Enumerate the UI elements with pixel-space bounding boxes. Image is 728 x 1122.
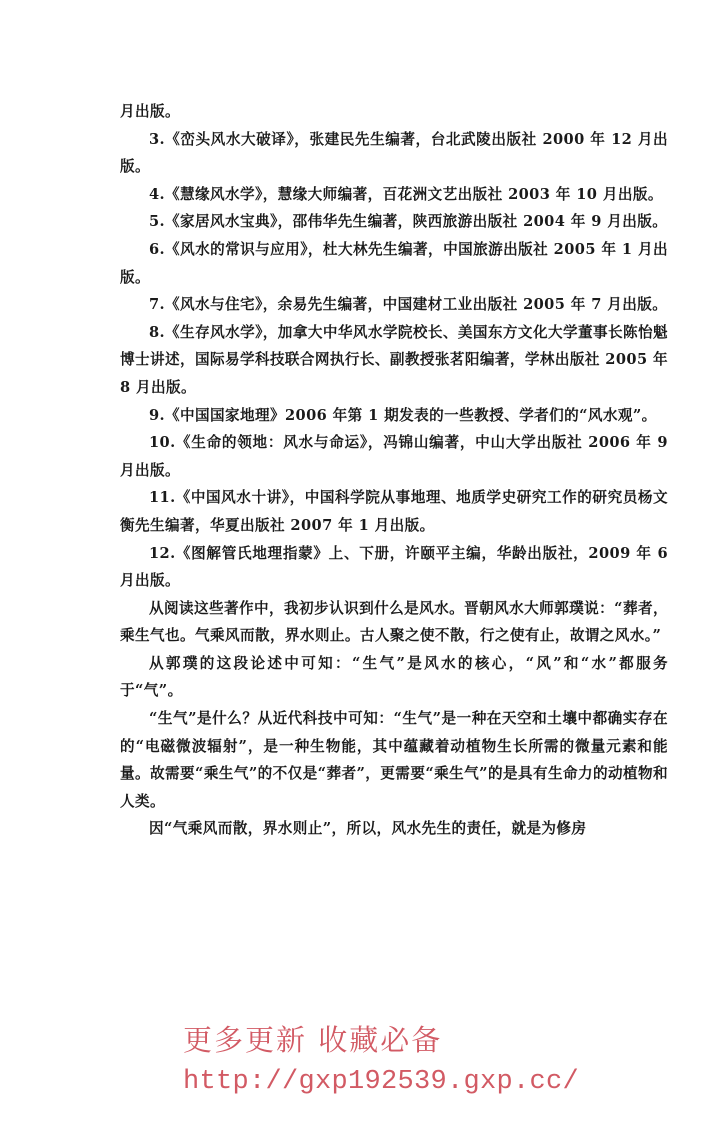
- paragraph-14: 因“气乘风而散，界水则止”，所以，风水先生的责任，就是为修房: [149, 820, 587, 838]
- paragraph-11: 从阅读这些著作中，我初步认识到什么是风水。晋朝风水大师郭璞说：“葬者，乘生气也。气乘风而散，界水则止。古人聚之使不散，行之使有止，故谓之风水。”: [120, 599, 668, 645]
- paragraph-0: 月出版。: [120, 103, 180, 120]
- paragraph-4: 6.《风水的常识与应用》，杜大林先生编著，中国旅游出版社 2005 年 1 月出版。: [120, 240, 668, 286]
- paragraph-8: 10.《生命的领地：风水与命运》，冯锦山编著，中山大学出版社 2006 年 9 月出版。: [120, 434, 668, 479]
- paragraph-12: 从郭璞的这段论述中可知：“生气”是风水的核心，“风”和“水”都服务于“气”。: [120, 654, 668, 700]
- paragraph-10: 12.《图解管氏地理指蒙》上、下册，许颐平主编，华龄出版社，2009 年 6 月出版。: [120, 544, 668, 590]
- paragraph-6: 8.《生存风水学》，加拿大中华风水学院校长、美国东方文化大学董事长陈怡魁博士讲述，国际易学科技联合网执行长、副教授张茗阳编著，学林出版社 2005 年 8 月出版。: [120, 323, 668, 396]
- watermark-footer: [183, 1020, 579, 1100]
- watermark-slogan: 更多更新 收藏必备: [183, 1023, 443, 1057]
- paragraph-7: 9.《中国国家地理》2006 年第 1 期发表的一些教授、学者们的“风水观”。: [149, 406, 657, 424]
- watermark-url: http://gxp192539.gxp.cc/: [183, 1067, 580, 1097]
- paragraph-2: 4.《慧缘风水学》，慧缘大师编著，百花洲文艺出版社 2003 年 10 月出版。: [149, 185, 663, 203]
- paragraph-3: 5.《家居风水宝典》，邵伟华先生编著，陕西旅游出版社 2004 年 9 月出版。: [149, 213, 668, 231]
- paragraph-1: 3.《峦头风水大破译》，张建民先生编著，台北武陵出版社 2000 年 12 月出版。: [120, 130, 668, 176]
- paragraph-5: 7.《风水与住宅》，余易先生编著，中国建材工业出版社 2005 年 7 月出版。: [149, 296, 668, 314]
- document-page: [120, 98, 668, 843]
- paragraph-13: “生气”是什么？从近代科技中可知：“生气”是一种在天空和土壤中都确实存在的“电磁微波辐射”，是一种生物能，其中蕴藏着动植物生长所需的微量元素和能量。故需要“乘生气”的不仅是“葬者”，更需要“乘生气”的是具有生命力的动植物和人类。: [120, 710, 668, 810]
- paragraph-9: 11.《中国风水十讲》，中国科学院从事地理、地质学史研究工作的研究员杨文衡先生编著，华夏出版社 2007 年 1 月出版。: [120, 489, 668, 534]
